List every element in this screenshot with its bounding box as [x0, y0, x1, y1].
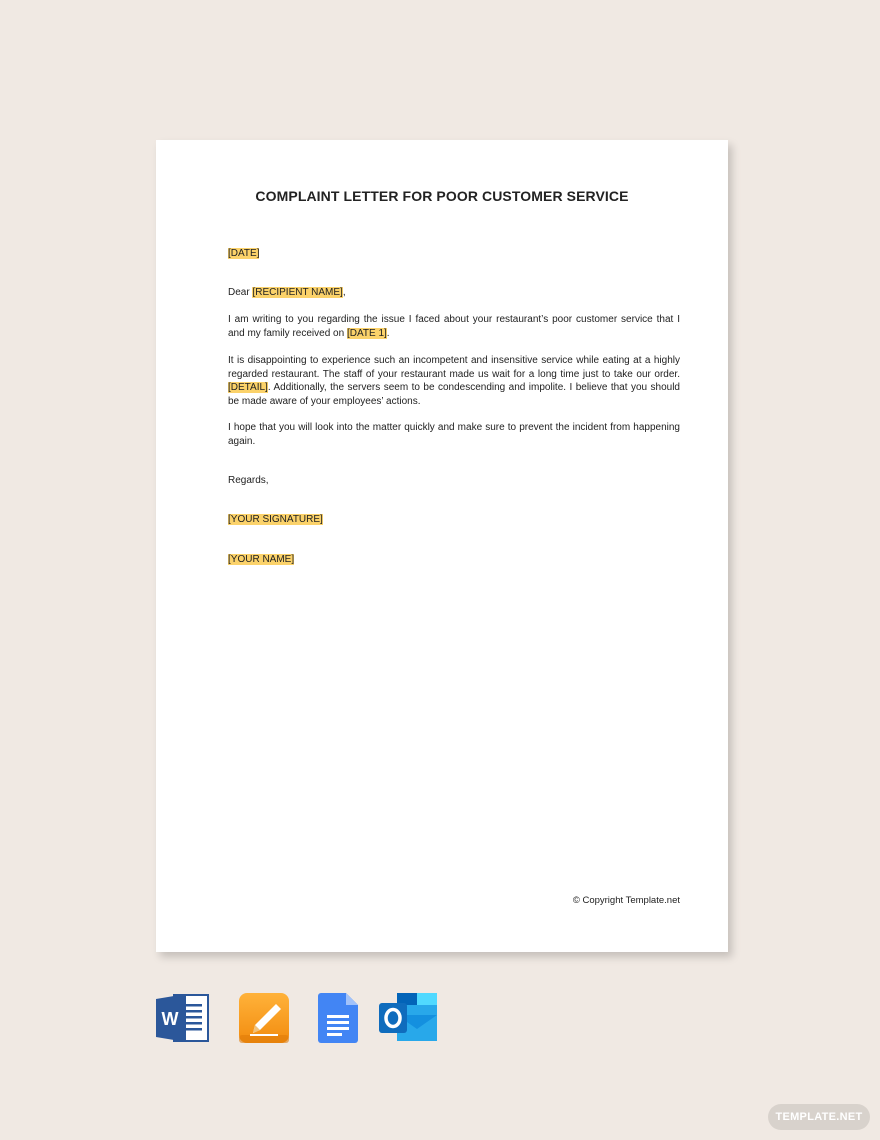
- date1-placeholder: [DATE 1]: [346, 327, 387, 339]
- copyright-text: © Copyright Template.net: [572, 895, 680, 906]
- date-placeholder: [DATE]: [228, 248, 260, 259]
- paragraph-3: [228, 421, 680, 448]
- name-placeholder: [YOUR NAME]: [228, 554, 295, 565]
- signature-line: [228, 513, 680, 527]
- microsoft-outlook-icon[interactable]: [379, 993, 439, 1048]
- paragraph-2-end: . Additionally, the servers seem to be condescending and impolite. I believe that you should be made aware of your employees’ actions.: [228, 382, 680, 407]
- salutation-suffix: ,: [342, 287, 346, 298]
- document-title: COMPLAINT LETTER FOR POOR CUSTOMER SERVICE: [255, 188, 629, 204]
- detail-placeholder: [DETAIL]: [228, 382, 268, 393]
- svg-text:W: W: [161, 1009, 179, 1029]
- date-line: [228, 247, 680, 261]
- salutation: [228, 286, 680, 300]
- signature-placeholder: [YOUR SIGNATURE]: [228, 514, 323, 525]
- template-net-badge[interactable]: TEMPLATE.NET: [768, 1104, 870, 1130]
- paragraph-3-text: I hope that you will look into the matter quickly and make sure to prevent the incident from happening again.: [228, 422, 680, 447]
- paragraph-1: [228, 313, 680, 340]
- microsoft-word-icon[interactable]: [156, 993, 210, 1048]
- paragraph-1-end: .: [386, 327, 390, 339]
- name-line: [228, 553, 680, 567]
- paragraph-2-text: It is disappointing to experience such an incompetent and insensitive service while eating at a highly regarded restaurant. The staff of your restaurant made us wait for a long time just to take our order.: [228, 355, 680, 380]
- closing: [228, 474, 680, 488]
- apple-pages-icon[interactable]: [238, 993, 290, 1048]
- recipient-placeholder: [RECIPIENT NAME]: [252, 287, 343, 298]
- paragraph-2: [228, 354, 680, 408]
- document-page: [156, 140, 728, 952]
- paragraph-1-text: I am writing to you regarding the issue I faced about your restaurant’s poor customer service that I and my family received on: [228, 314, 680, 339]
- google-docs-icon[interactable]: [318, 993, 358, 1048]
- closing-text: Regards,: [228, 475, 269, 486]
- salutation-prefix: Dear: [228, 287, 253, 298]
